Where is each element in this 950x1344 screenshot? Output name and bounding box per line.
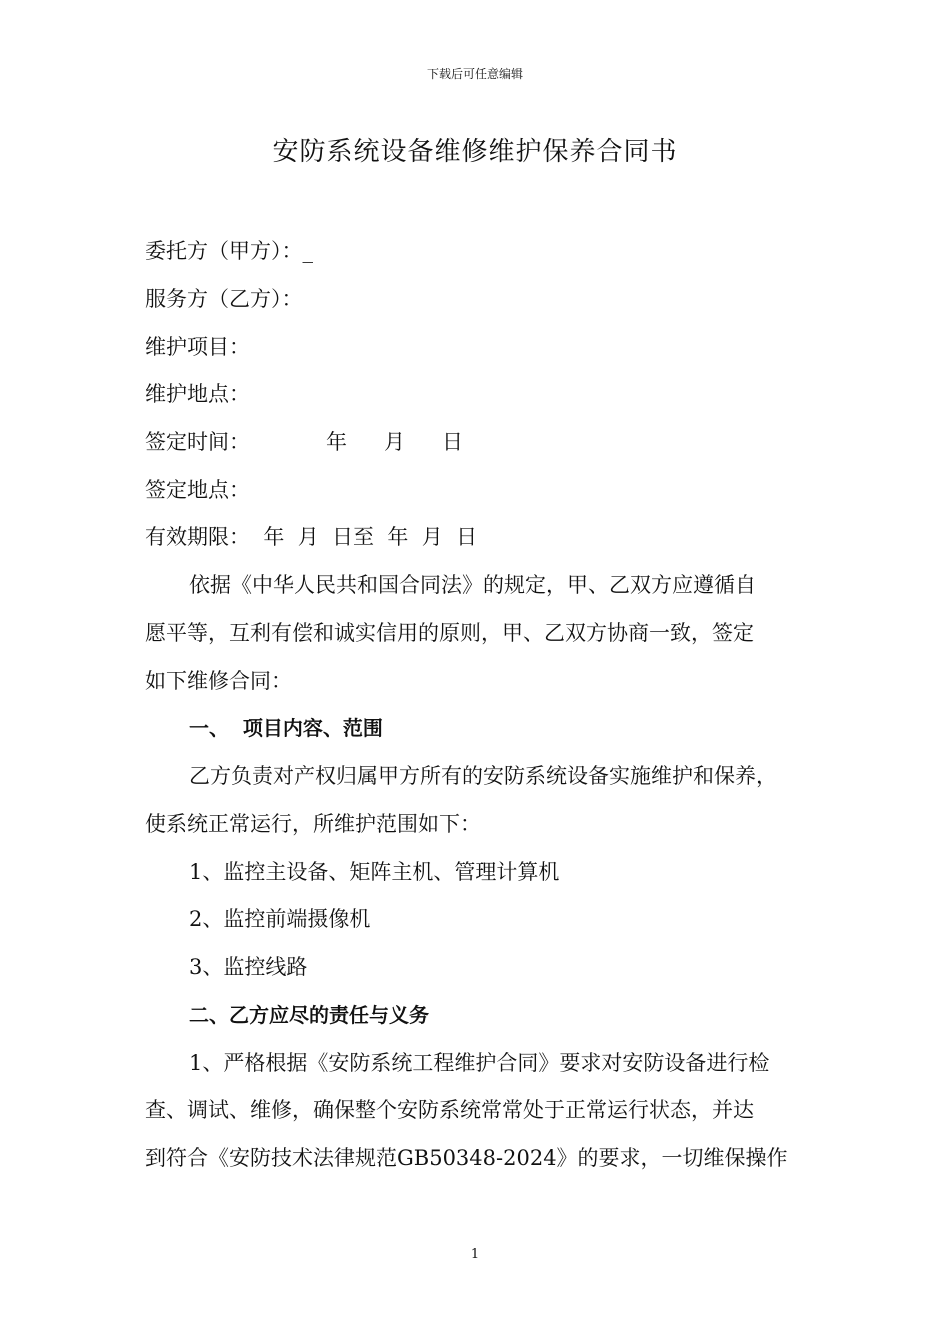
intro-line-2: 愿平等，互利有偿和诚实信用的原则，甲、乙双方协商一致，签定 <box>145 621 754 645</box>
sign-time-year: 年 <box>326 430 347 454</box>
section-1-item-1: 1、监控主设备、矩阵主机、管理计算机 <box>189 860 560 884</box>
field-sign-place: 签定地点： <box>145 478 250 502</box>
field-validity: 有效期限： 年 月 日至 年 月 日 <box>145 525 478 549</box>
sign-time-label: 签定时间： <box>145 430 250 454</box>
section-2-para-line-1: 1、严格根据《安防系统工程维护合同》要求对安防设备进行检 <box>189 1051 770 1075</box>
intro-line-3: 如下维修合同： <box>145 669 292 693</box>
sign-time-day: 日 <box>442 430 463 454</box>
section-1-para-line-2: 使系统正常运行，所维护范围如下： <box>145 812 481 836</box>
page-header: 下载后可任意编辑 <box>426 67 523 81</box>
section-1-heading: 一、 项目内容、范围 <box>189 716 383 740</box>
section-2-para-line-3: 到符合《安防技术法律规范GB50348-2024》的要求，一切维保操作 <box>145 1146 788 1170</box>
field-client: 委托方（甲方）：_ <box>145 239 313 263</box>
section-1-item-2: 2、监控前端摄像机 <box>189 907 371 931</box>
field-sign-time <box>145 427 463 457</box>
page-number: 1 <box>470 1247 480 1262</box>
section-1-para-line-1: 乙方负责对产权归属甲方所有的安防系统设备实施维护和保养， <box>189 764 777 788</box>
field-location: 维护地点： <box>145 382 250 406</box>
document-title: 安防系统设备维修维护保养合同书 <box>272 137 678 167</box>
section-2-para-line-2: 查、调试、维修，确保整个安防系统常常处于正常运行状态，并达 <box>145 1098 754 1122</box>
sign-time-month: 月 <box>384 430 405 454</box>
section-1-item-3: 3、监控线路 <box>189 955 308 979</box>
field-project: 维护项目： <box>145 335 250 359</box>
field-provider: 服务方（乙方）： <box>145 287 303 311</box>
intro-line-1: 依据《中华人民共和国合同法》的规定，甲、乙双方应遵循自 <box>189 573 756 597</box>
section-2-heading: 二、乙方应尽的责任与义务 <box>189 1003 429 1027</box>
